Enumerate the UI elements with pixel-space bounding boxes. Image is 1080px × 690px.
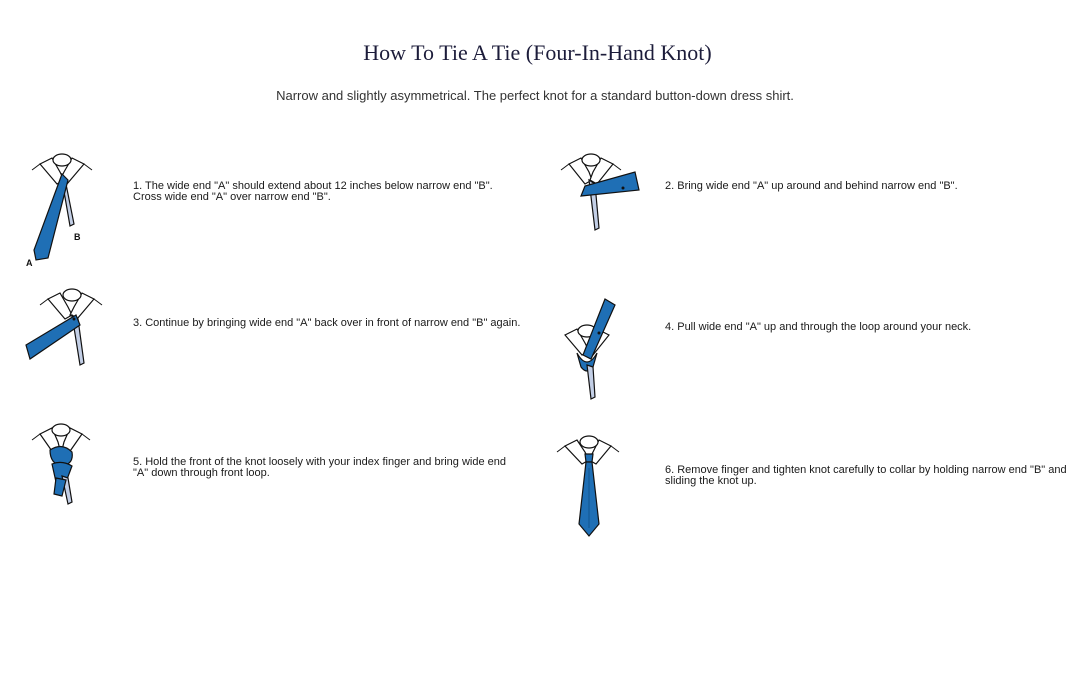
tie-step-5-down-through-icon xyxy=(22,420,122,510)
step-2 xyxy=(555,150,1075,240)
page-subtitle: Narrow and slightly asymmetrical. The perfect knot for a standard button-down dress shirt. xyxy=(276,88,794,103)
end-b-label: B xyxy=(74,232,81,242)
tie-step-6-finished-knot-icon xyxy=(555,432,655,542)
end-a-label: A xyxy=(26,258,33,268)
page-title: How To Tie A Tie (Four-In-Hand Knot) xyxy=(363,40,712,65)
step-5 xyxy=(22,420,542,510)
step-4-text: 4. Pull wide end "A" up and through the loop around your neck. xyxy=(665,321,972,333)
tie-step-4-up-through-icon xyxy=(555,295,655,405)
tie-step-3-over-icon xyxy=(22,285,122,375)
step-3-text: 3. Continue by bringing wide end "A" back over in front of narrow end "B" again. xyxy=(133,317,521,329)
step-4 xyxy=(555,295,1075,405)
tie-step-1-crossing-icon xyxy=(22,150,122,275)
tie-step-2-around-icon xyxy=(555,150,655,240)
step-3 xyxy=(22,285,542,375)
step-6 xyxy=(555,432,1080,542)
step-5-text: 5. Hold the front of the knot loosely with your index finger and bring wide end "A" down through front loop. xyxy=(133,456,507,479)
step-1 xyxy=(22,150,522,275)
step-6-text: 6. Remove finger and tighten knot carefully to collar by holding narrow end "B" and sliding the knot up. xyxy=(665,464,1067,487)
step-1-text: 1. The wide end "A" should extend about 12 inches below narrow end "B". Cross wide end "A" over narrow end "B". xyxy=(133,180,493,203)
step-2-text: 2. Bring wide end "A" up around and behind narrow end "B". xyxy=(665,180,958,192)
